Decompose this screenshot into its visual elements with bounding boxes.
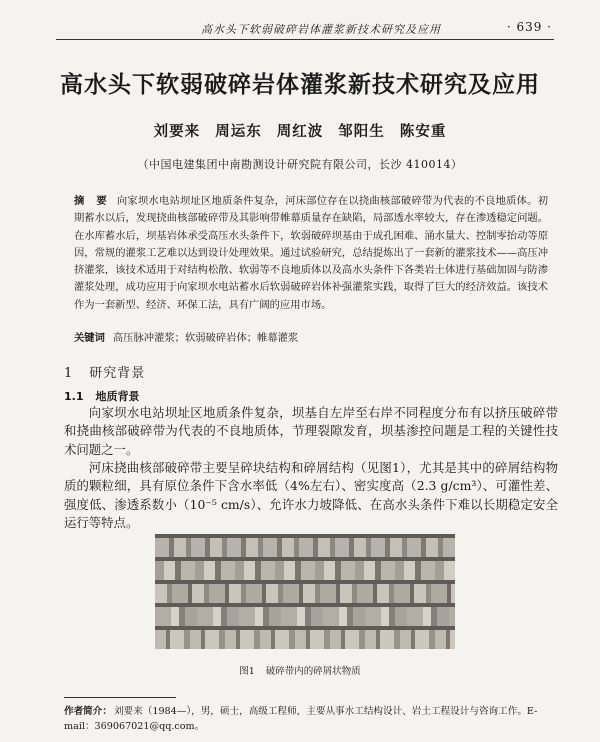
core-sample-photo — [155, 534, 455, 649]
keywords-label: 关键词 — [74, 332, 105, 344]
subsection-number: 1.1 — [64, 390, 84, 403]
section-number: 1 — [64, 366, 74, 381]
core-row — [155, 584, 455, 603]
body-paragraph: 河床挠曲核部破碎带主要呈碎块结构和碎屑结构（见图1），尤其是其中的碎屑结构物质的颗粒细，具有原位条件下含水率低（4%左右）、密实度高（2.3 g/cm³）、可灌性差、强度低、渗透系数小（10⁻⁵ cm/s）、允许水力坡降低、在高水头条件下难以长期稳定安全运行等特点。 — [64, 460, 558, 531]
core-row — [155, 607, 455, 626]
body-paragraph: 向家坝水电站坝址区地质条件复杂，坝基自左岸至右岸不同程度分布有以挤压破碎带和挠曲核部破碎带为代表的不良地质体，节理裂隙发育，坝基渗控问题是工程的关键性技术问题之一。 — [64, 405, 558, 457]
abstract — [74, 193, 548, 314]
abstract-label: 摘 要 — [74, 195, 111, 207]
subsection-title: 地质背景 — [95, 390, 140, 403]
paper-title: 高水头下软弱破碎岩体灌浆新技术研究及应用 — [60, 72, 540, 98]
footnote-text: 刘要来（1984—），男，硕士，高级工程师，主要从事水工结构设计、岩土工程设计与咨询工作。E-mail：369067021@qq.com。 — [64, 706, 538, 732]
core-row — [155, 561, 455, 580]
footnote-label: 作者简介： — [64, 706, 112, 717]
author-list: 刘要来 周运东 周红波 邹阳生 陈安重 — [153, 123, 447, 140]
running-title: 高水头下软弱破碎岩体灌浆新技术研究及应用 — [201, 23, 441, 36]
figure-caption: 图1 破碎带内的碎屑状物质 — [239, 666, 361, 677]
core-row — [155, 538, 455, 557]
footnote-rule — [64, 697, 176, 698]
page-number: · 639 · — [506, 20, 552, 34]
section-heading — [64, 362, 145, 381]
keywords-text: 高压脉冲灌浆；软弱破碎岩体；帷幕灌浆 — [112, 332, 299, 344]
running-header — [56, 17, 554, 40]
keywords — [74, 329, 548, 344]
author-footnote — [64, 704, 558, 734]
affiliation: （中国电建集团中南勘测设计研究院有限公司，长沙 410014） — [137, 158, 463, 171]
subsection-heading — [64, 388, 140, 404]
section-title: 研究背景 — [89, 366, 146, 381]
core-row — [155, 630, 455, 649]
abstract-text: 向家坝水电站坝址区地质条件复杂，河床部位存在以挠曲核部破碎带为代表的不良地质体。初期蓄水以后，发现挠曲核部破碎带及其影响带帷幕质量存在缺陷，局部透水率较大，存在渗透稳定问题。在水库蓄水后，坝基岩体承受高压水头条件下，软弱破碎坝基由于成孔困难、涌水量大、控制零抬动等原因，常规的灌浆工艺难以达到设计处理效果。通过试验研究，总结提炼出了一套新的灌浆技术——高压冲挤灌浆，该技术适用于对结构松散、软弱等不良地质体以及高水头条件下各类岩土体进行基础加固与防渗灌浆处理，成功应用于向家坝水电站蓄水后软弱破碎岩体补强灌浆实践，取得了巨大的经济效益。该技术作为一套新型、经济、环保工法，具有广阔的应用市场。 — [74, 195, 548, 311]
